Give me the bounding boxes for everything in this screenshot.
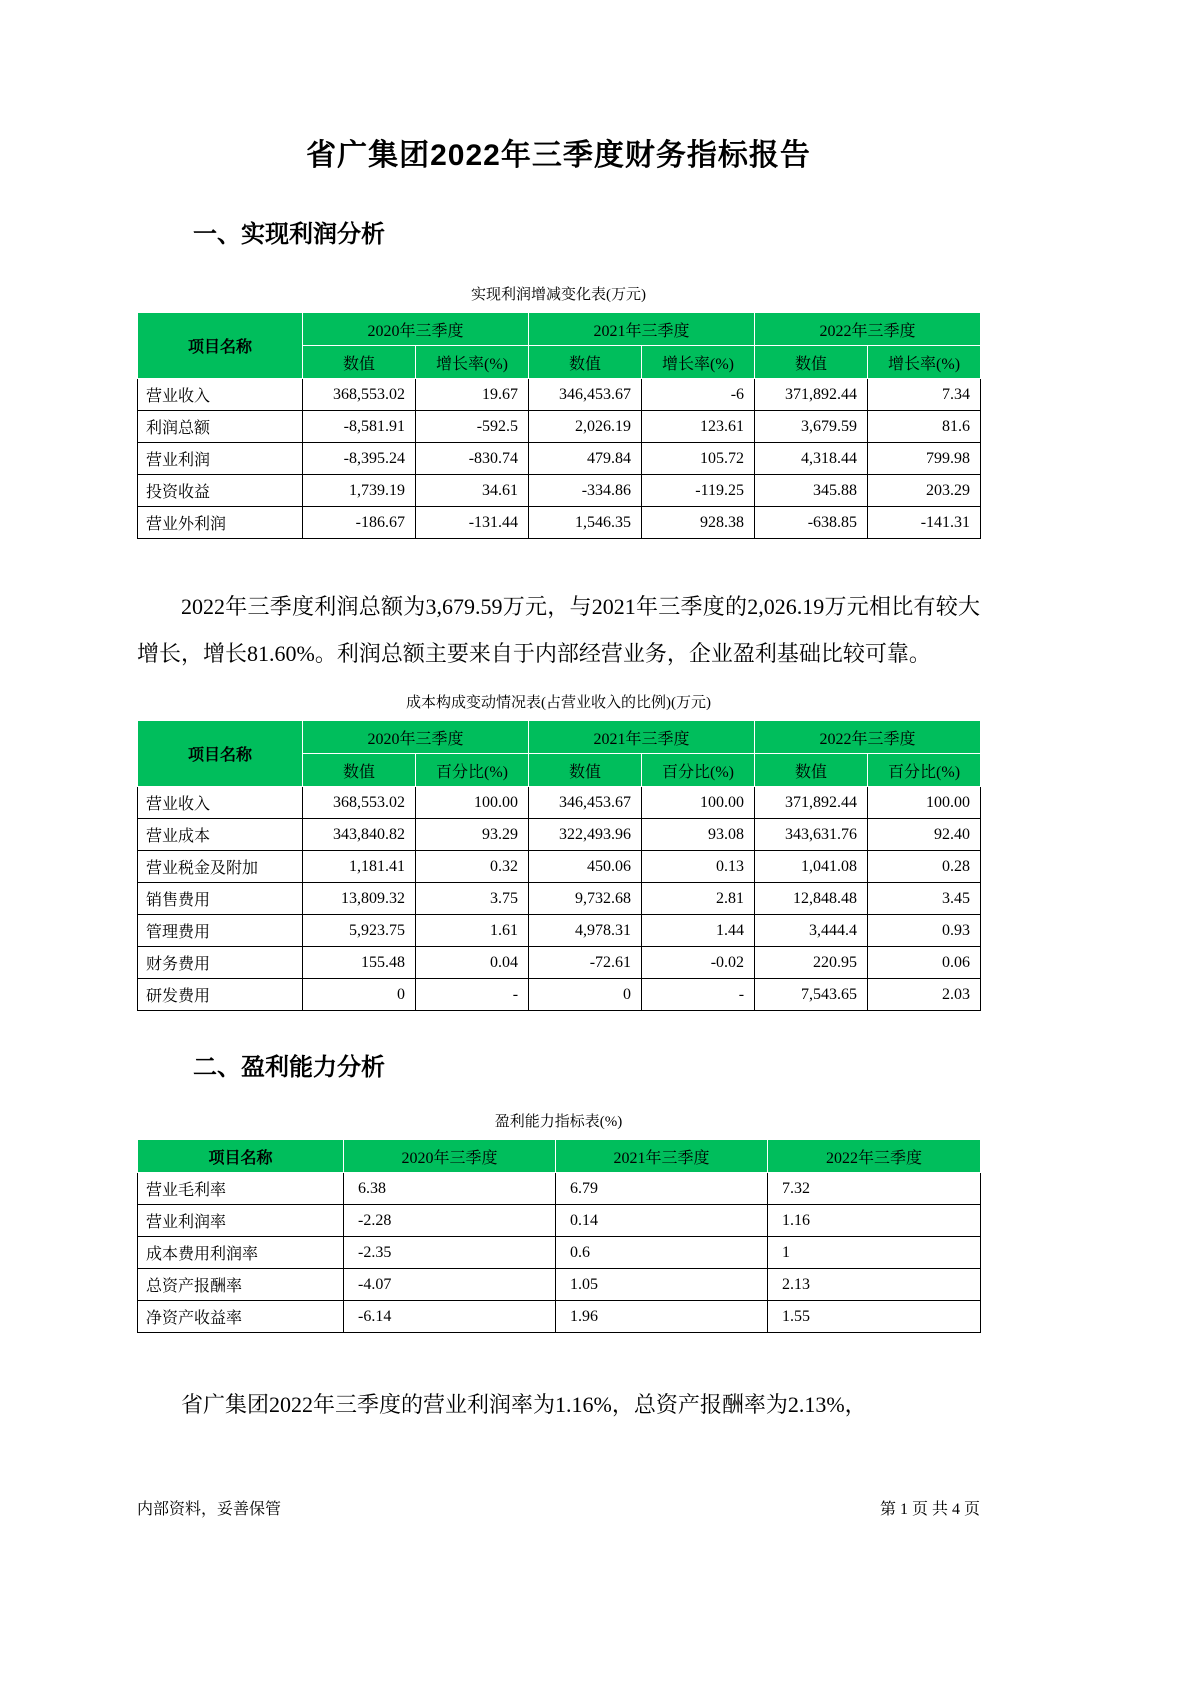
value-cell: -334.86 xyxy=(529,475,642,507)
value-cell: 100.00 xyxy=(868,787,981,819)
value-cell: -8,581.91 xyxy=(303,411,416,443)
column-header-year: 2022年三季度 xyxy=(768,1140,981,1173)
value-cell: 0.14 xyxy=(556,1205,768,1237)
table-header-row xyxy=(138,721,981,754)
row-label: 利润总额 xyxy=(138,411,303,443)
value-cell: -186.67 xyxy=(303,507,416,539)
footer-note: 内部资料，妥善保管 xyxy=(137,1501,282,1518)
value-cell: 368,553.02 xyxy=(303,379,416,411)
value-cell: 7.34 xyxy=(868,379,981,411)
value-cell: 3,679.59 xyxy=(755,411,868,443)
value-cell: 343,631.76 xyxy=(755,819,868,851)
cost-structure-table xyxy=(137,720,981,1011)
table-row xyxy=(138,1301,981,1333)
value-cell: 0.93 xyxy=(868,915,981,947)
row-label: 营业收入 xyxy=(138,787,303,819)
value-cell: 1.61 xyxy=(416,915,529,947)
value-cell: 371,892.44 xyxy=(755,787,868,819)
value-cell: 81.6 xyxy=(868,411,981,443)
table-row xyxy=(138,507,981,539)
table-row xyxy=(138,443,981,475)
section-heading-profitability: 二、盈利能力分析 xyxy=(193,1054,385,1081)
value-cell: 1,181.41 xyxy=(303,851,416,883)
column-subheader: 数值 xyxy=(529,346,642,379)
value-cell: 371,892.44 xyxy=(755,379,868,411)
page-footer xyxy=(137,1496,980,1519)
row-label: 成本费用利润率 xyxy=(138,1237,344,1269)
value-cell: 2,026.19 xyxy=(529,411,642,443)
column-header-year: 2020年三季度 xyxy=(303,721,529,754)
value-cell: 2.13 xyxy=(768,1269,981,1301)
row-label: 营业利润 xyxy=(138,443,303,475)
table-row xyxy=(138,379,981,411)
value-cell: 2.81 xyxy=(642,883,755,915)
value-cell: 123.61 xyxy=(642,411,755,443)
value-cell: 7.32 xyxy=(768,1173,981,1205)
value-cell: 1.96 xyxy=(556,1301,768,1333)
value-cell: -592.5 xyxy=(416,411,529,443)
value-cell: -638.85 xyxy=(755,507,868,539)
value-cell: 13,809.32 xyxy=(303,883,416,915)
value-cell: -131.44 xyxy=(416,507,529,539)
row-label: 营业收入 xyxy=(138,379,303,411)
column-subheader: 增长率(%) xyxy=(642,346,755,379)
value-cell: 105.72 xyxy=(642,443,755,475)
value-cell: 12,848.48 xyxy=(755,883,868,915)
value-cell: -72.61 xyxy=(529,947,642,979)
value-cell: 1.05 xyxy=(556,1269,768,1301)
row-label: 营业成本 xyxy=(138,819,303,851)
table-row xyxy=(138,947,981,979)
paragraph-profitability-comment: 省广集团2022年三季度的营业利润率为1.16%，总资产报酬率为2.13%， xyxy=(181,1392,867,1417)
value-cell: -2.35 xyxy=(344,1237,556,1269)
value-cell: 0.32 xyxy=(416,851,529,883)
value-cell: 3,444.4 xyxy=(755,915,868,947)
row-label: 投资收益 xyxy=(138,475,303,507)
value-cell: 4,318.44 xyxy=(755,443,868,475)
value-cell: 450.06 xyxy=(529,851,642,883)
value-cell: -6 xyxy=(642,379,755,411)
value-cell: 0.13 xyxy=(642,851,755,883)
value-cell: 0.04 xyxy=(416,947,529,979)
value-cell: -141.31 xyxy=(868,507,981,539)
row-label: 总资产报酬率 xyxy=(138,1269,344,1301)
paragraph-profit-comment: 2022年三季度利润总额为3,679.59万元，与2021年三季度的2,026.19万元相比有较大增长，增长81.60%。利润总额主要来自于内部经营业务，企业盈利基础比较可靠。 xyxy=(137,594,980,666)
value-cell: 92.40 xyxy=(868,819,981,851)
value-cell: 1 xyxy=(768,1237,981,1269)
value-cell: 368,553.02 xyxy=(303,787,416,819)
value-cell: 100.00 xyxy=(416,787,529,819)
value-cell: 9,732.68 xyxy=(529,883,642,915)
table-row xyxy=(138,1205,981,1237)
table-row xyxy=(138,819,981,851)
table-row xyxy=(138,851,981,883)
table-row xyxy=(138,915,981,947)
column-subheader: 数值 xyxy=(303,754,416,787)
table-row xyxy=(138,475,981,507)
value-cell: 1,739.19 xyxy=(303,475,416,507)
value-cell: 928.38 xyxy=(642,507,755,539)
column-subheader: 百分比(%) xyxy=(868,754,981,787)
column-subheader: 数值 xyxy=(755,754,868,787)
value-cell: 34.61 xyxy=(416,475,529,507)
value-cell: -830.74 xyxy=(416,443,529,475)
value-cell: 5,923.75 xyxy=(303,915,416,947)
row-label: 净资产收益率 xyxy=(138,1301,344,1333)
value-cell: 0 xyxy=(303,979,416,1011)
value-cell: 799.98 xyxy=(868,443,981,475)
table-caption-profit-change: 实现利润增减变化表(万元) xyxy=(471,287,646,303)
value-cell: - xyxy=(416,979,529,1011)
column-header-item: 项目名称 xyxy=(138,721,303,787)
value-cell: 6.79 xyxy=(556,1173,768,1205)
profit-change-table xyxy=(137,312,981,539)
row-label: 管理费用 xyxy=(138,915,303,947)
value-cell: 203.29 xyxy=(868,475,981,507)
section-heading-profit: 一、实现利润分析 xyxy=(193,221,385,248)
profitability-table xyxy=(137,1139,981,1333)
column-subheader: 百分比(%) xyxy=(416,754,529,787)
value-cell: -6.14 xyxy=(344,1301,556,1333)
column-header-year: 2020年三季度 xyxy=(303,313,529,346)
value-cell: -8,395.24 xyxy=(303,443,416,475)
row-label: 营业税金及附加 xyxy=(138,851,303,883)
table-header-row xyxy=(138,1140,981,1173)
table-row xyxy=(138,1237,981,1269)
column-subheader: 数值 xyxy=(755,346,868,379)
value-cell: - xyxy=(642,979,755,1011)
value-cell: 346,453.67 xyxy=(529,379,642,411)
value-cell: 0.6 xyxy=(556,1237,768,1269)
value-cell: 346,453.67 xyxy=(529,787,642,819)
value-cell: 0.28 xyxy=(868,851,981,883)
value-cell: 3.75 xyxy=(416,883,529,915)
column-header-year: 2022年三季度 xyxy=(755,313,981,346)
column-header-item: 项目名称 xyxy=(138,313,303,379)
column-subheader: 数值 xyxy=(303,346,416,379)
value-cell: 1,546.35 xyxy=(529,507,642,539)
value-cell: 100.00 xyxy=(642,787,755,819)
value-cell: 93.08 xyxy=(642,819,755,851)
value-cell: 1.16 xyxy=(768,1205,981,1237)
row-label: 营业利润率 xyxy=(138,1205,344,1237)
value-cell: 1.55 xyxy=(768,1301,981,1333)
row-label: 营业毛利率 xyxy=(138,1173,344,1205)
value-cell: -2.28 xyxy=(344,1205,556,1237)
row-label: 财务费用 xyxy=(138,947,303,979)
value-cell: 345.88 xyxy=(755,475,868,507)
column-subheader: 增长率(%) xyxy=(868,346,981,379)
value-cell: 1,041.08 xyxy=(755,851,868,883)
value-cell: 155.48 xyxy=(303,947,416,979)
value-cell: 0 xyxy=(529,979,642,1011)
page-title: 省广集团2022年三季度财务指标报告 xyxy=(306,139,811,172)
value-cell: -0.02 xyxy=(642,947,755,979)
row-label: 销售费用 xyxy=(138,883,303,915)
value-cell: 6.38 xyxy=(344,1173,556,1205)
value-cell: 220.95 xyxy=(755,947,868,979)
table-row xyxy=(138,883,981,915)
column-subheader: 百分比(%) xyxy=(642,754,755,787)
value-cell: 4,978.31 xyxy=(529,915,642,947)
value-cell: 322,493.96 xyxy=(529,819,642,851)
value-cell: 93.29 xyxy=(416,819,529,851)
value-cell: 2.03 xyxy=(868,979,981,1011)
value-cell: 1.44 xyxy=(642,915,755,947)
table-row xyxy=(138,411,981,443)
row-label: 研发费用 xyxy=(138,979,303,1011)
column-subheader: 增长率(%) xyxy=(416,346,529,379)
column-header-year: 2020年三季度 xyxy=(344,1140,556,1173)
table-row xyxy=(138,979,981,1011)
column-header-year: 2021年三季度 xyxy=(556,1140,768,1173)
value-cell: 479.84 xyxy=(529,443,642,475)
value-cell: 3.45 xyxy=(868,883,981,915)
value-cell: 0.06 xyxy=(868,947,981,979)
column-header-year: 2021年三季度 xyxy=(529,313,755,346)
row-label: 营业外利润 xyxy=(138,507,303,539)
column-header-year: 2022年三季度 xyxy=(755,721,981,754)
value-cell: 343,840.82 xyxy=(303,819,416,851)
table-row xyxy=(138,1173,981,1205)
table-header-row xyxy=(138,313,981,346)
value-cell: 19.67 xyxy=(416,379,529,411)
table-row xyxy=(138,787,981,819)
column-header-item: 项目名称 xyxy=(138,1140,344,1173)
table-row xyxy=(138,1269,981,1301)
table-caption-cost-structure: 成本构成变动情况表(占营业收入的比例)(万元) xyxy=(406,695,711,711)
column-header-year: 2021年三季度 xyxy=(529,721,755,754)
table-caption-profitability: 盈利能力指标表(%) xyxy=(494,1114,623,1130)
value-cell: -4.07 xyxy=(344,1269,556,1301)
value-cell: -119.25 xyxy=(642,475,755,507)
page-number: 第 1 页 共 4 页 xyxy=(879,1501,980,1518)
value-cell: 7,543.65 xyxy=(755,979,868,1011)
column-subheader: 数值 xyxy=(529,754,642,787)
